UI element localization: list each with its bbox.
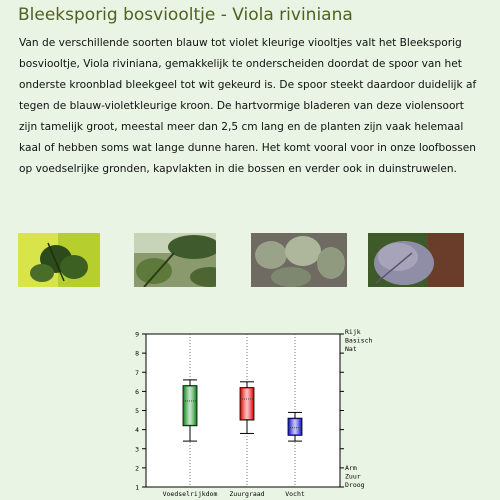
description-line: kaal of hebben soms wat lange dunne haren. Het komt vooral voor in onze loofbossen xyxy=(19,142,476,154)
description-line: zijn tamelijk groot, meestal meer dan 2,5 cm lang en de planten zijn vaak helemaal xyxy=(19,121,464,133)
y-tick-label: 7 xyxy=(135,368,139,377)
axis-extreme-label-top: Rijk xyxy=(345,328,361,336)
x-category-label: Vocht xyxy=(285,490,305,498)
box-iqr-highlight xyxy=(289,419,301,434)
description-line: op voedselrijke gronden, kapvlakten in die bossen en verder ook in duinstruwelen. xyxy=(19,163,457,175)
x-category-label: Zuurgraad xyxy=(229,490,265,498)
description-line: tegen de blauw-violetkleurige kroon. De hartvormige bladeren van deze violensoort xyxy=(19,100,464,112)
y-tick-label: 3 xyxy=(135,445,139,454)
photo-leaf-purple-tint[interactable] xyxy=(368,233,464,287)
description-line: bosviooltje, Viola riviniana, gemakkelijk te onderscheiden doordat de spoor van het xyxy=(19,58,462,70)
description-line: Van de verschillende soorten blauw tot violet kleurige viooltjes valt het Bleeksporig xyxy=(19,37,462,49)
description-line: onderste kroonblad bleekgeel tot wit gekeurd is. De spoor steekt daardoor duidelijk af xyxy=(19,79,477,91)
axis-extreme-label-top: Basisch xyxy=(345,336,373,345)
photo-leaf-closeup[interactable] xyxy=(134,233,216,287)
y-tick-label: 2 xyxy=(135,464,139,473)
axis-extreme-label-top: Nat xyxy=(345,345,357,353)
y-tick-label: 4 xyxy=(135,426,139,435)
box-iqr-highlight xyxy=(184,387,196,425)
y-tick-label: 1 xyxy=(135,483,139,492)
photo-leaves-grey-background[interactable] xyxy=(251,233,347,287)
y-tick-label: 9 xyxy=(135,330,139,339)
x-category-label: Voedselrijkdom xyxy=(162,490,218,498)
y-tick-label: 5 xyxy=(135,407,139,415)
photo-leaves-yellow-background[interactable] xyxy=(18,233,100,287)
description-paragraph xyxy=(19,33,489,180)
ecology-boxplot-chart xyxy=(0,320,500,500)
axis-extreme-label-bottom: Zuur xyxy=(345,472,361,481)
page-title: Bleeksporig bosviooltje - Viola riviniana xyxy=(18,5,353,25)
axis-extreme-label-bottom: Arm xyxy=(345,464,357,472)
axis-extreme-label-bottom: Droog xyxy=(345,481,365,489)
y-tick-label: 8 xyxy=(135,349,139,358)
box-iqr-highlight xyxy=(241,389,253,420)
y-tick-label: 6 xyxy=(135,387,139,396)
photo-gallery xyxy=(0,233,500,287)
